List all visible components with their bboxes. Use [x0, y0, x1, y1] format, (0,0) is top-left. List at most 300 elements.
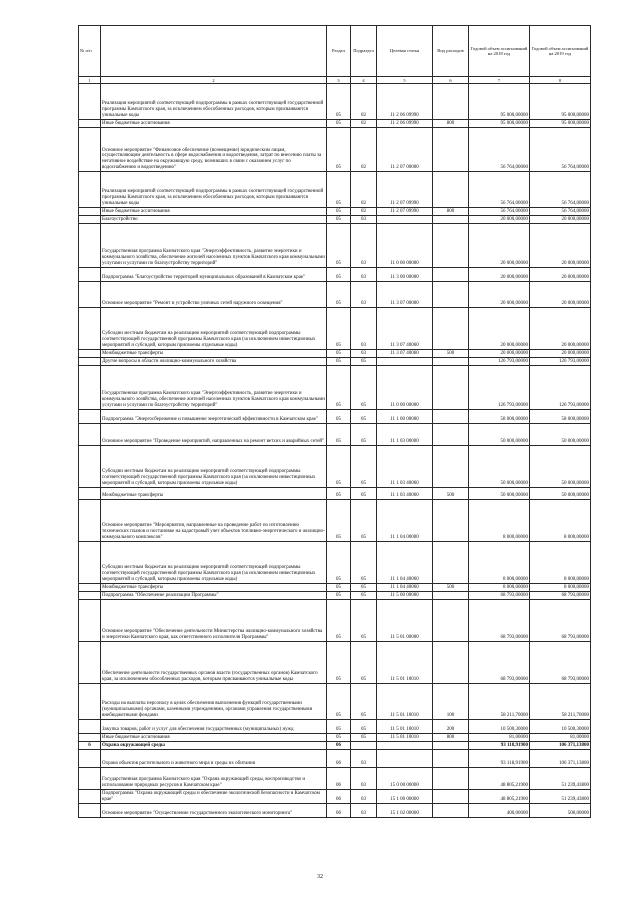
row-number	[79, 410, 101, 424]
row-razdel: 05	[327, 282, 351, 308]
row-number	[79, 720, 101, 734]
row-number	[79, 424, 101, 446]
row-amount-2018: 68 793,00000	[469, 642, 530, 684]
table-row	[79, 128, 591, 172]
row-amount-2018: 48 805,21900	[469, 768, 530, 790]
table-row	[79, 84, 591, 120]
header-target-article: Целевая статья	[377, 26, 433, 77]
row-amount-2018: 400,00000	[469, 804, 530, 818]
row-razdel: 06	[327, 750, 351, 768]
row-podrazdel: 05	[351, 358, 377, 366]
row-razdel: 05	[327, 128, 351, 172]
row-amount-2018: 81,00000	[469, 734, 530, 742]
row-amount-2018: 8 000,00000	[469, 500, 530, 542]
row-podrazdel: 05	[351, 642, 377, 684]
row-target-article: 11 3 07 40060	[377, 350, 433, 358]
row-amount-2018: 10 500,30000	[469, 720, 530, 734]
row-target-article: 11 1 04 40060	[377, 542, 433, 584]
page-number: 32	[317, 874, 323, 880]
row-podrazdel: 05	[351, 446, 377, 488]
table-row	[79, 268, 591, 282]
row-expense-type	[433, 592, 469, 600]
row-amount-2018: 8 000,00000	[469, 542, 530, 584]
column-number: 4	[351, 77, 377, 84]
row-amount-2018: 58 211,70000	[469, 684, 530, 720]
row-number	[79, 446, 101, 488]
row-name: Охрана объектов растительного и животного мира и среды их обитания	[101, 750, 327, 768]
row-amount-2018: 20 000,00000	[469, 282, 530, 308]
row-expense-type	[433, 282, 469, 308]
budget-sheet	[78, 25, 591, 818]
row-razdel: 05	[327, 366, 351, 410]
row-podrazdel: 02	[351, 172, 377, 208]
row-target-article: 11 5 01 10010	[377, 642, 433, 684]
row-amount-2018: 68 793,00000	[469, 600, 530, 642]
row-amount-2019: 58 000,00000	[530, 410, 591, 424]
row-podrazdel: 03	[351, 268, 377, 282]
row-razdel: 05	[327, 208, 351, 216]
row-amount-2019: 20 000,00000	[530, 350, 591, 358]
row-podrazdel	[351, 742, 377, 750]
row-amount-2019: 56 764,00000	[530, 208, 591, 216]
row-podrazdel: 03	[351, 308, 377, 350]
row-amount-2019: 20 000,00000	[530, 216, 591, 224]
row-number	[79, 128, 101, 172]
row-razdel: 06	[327, 768, 351, 790]
row-target-article: 11 3 00 00000	[377, 268, 433, 282]
row-podrazdel: 05	[351, 592, 377, 600]
table-row	[79, 768, 591, 790]
column-number: 2	[101, 77, 327, 84]
row-name: Основное мероприятие "Проведение мероприятий, направленных на ремонт ветхих и аварийных сетей"	[101, 424, 327, 446]
table-row	[79, 366, 591, 410]
column-number: 6	[433, 77, 469, 84]
row-name: Государственная программа Камчатского края "Энергоэффективность, развитие энергетики и коммунального хозяйства, обеспечение жителей населенных пунктов Камчатского края коммунальными услугами и услугами по благоустройству территорий"	[101, 224, 327, 268]
row-amount-2019: 58 211,70000	[530, 684, 591, 720]
row-podrazdel: 02	[351, 208, 377, 216]
row-name: Субсидии местным бюджетам на реализацию мероприятий соответствующей подпрограммы соответствующей государственной программы Камчатского края (за исключением инвестиционных мероприятий и субсидий, которым присвоены отдельные коды)	[101, 542, 327, 584]
row-amount-2019: 126 793,00000	[530, 366, 591, 410]
row-expense-type: 100	[433, 684, 469, 720]
row-podrazdel: 05	[351, 734, 377, 742]
row-target-article	[377, 750, 433, 768]
row-podrazdel: 03	[351, 350, 377, 358]
row-razdel: 05	[327, 488, 351, 500]
row-amount-2019: 106 371,13800	[530, 742, 591, 750]
row-amount-2019: 56 764,00000	[530, 172, 591, 208]
row-amount-2018: 95 000,00000	[469, 84, 530, 120]
row-podrazdel: 02	[351, 120, 377, 128]
row-razdel: 05	[327, 424, 351, 446]
column-number-row	[79, 77, 591, 84]
row-target-article: 11 2 07 09990	[377, 172, 433, 208]
table-row	[79, 350, 591, 358]
row-target-article	[377, 358, 433, 366]
row-amount-2018: 126 793,00000	[469, 366, 530, 410]
row-expense-type	[433, 410, 469, 424]
row-target-article: 11 3 07 40060	[377, 308, 433, 350]
row-amount-2018: 20 000,00000	[469, 224, 530, 268]
row-expense-type	[433, 790, 469, 804]
row-razdel: 05	[327, 642, 351, 684]
budget-table	[78, 25, 591, 818]
row-amount-2018: 58 000,00000	[469, 410, 530, 424]
column-number: 1	[79, 77, 101, 84]
table-row	[79, 208, 591, 216]
row-amount-2018: 20 000,00000	[469, 268, 530, 282]
row-amount-2019: 68 793,00000	[530, 592, 591, 600]
table-row	[79, 684, 591, 720]
row-podrazdel: 05	[351, 720, 377, 734]
row-number	[79, 120, 101, 128]
row-podrazdel: 05	[351, 500, 377, 542]
row-name: Охрана окружающей среды	[101, 742, 327, 750]
row-razdel: 05	[327, 216, 351, 224]
table-row	[79, 224, 591, 268]
row-target-article: 11 1 00 00000	[377, 410, 433, 424]
row-amount-2018: 48 805,21900	[469, 790, 530, 804]
row-amount-2018: 93 118,91900	[469, 742, 530, 750]
row-number	[79, 734, 101, 742]
row-amount-2018: 8 000,00000	[469, 584, 530, 592]
row-expense-type	[433, 424, 469, 446]
row-name: Благоустройство	[101, 216, 327, 224]
row-expense-type: 500	[433, 488, 469, 500]
row-name: Закупка товаров, работ и услуг для обеспечения государственных (муниципальных) нужд	[101, 720, 327, 734]
row-target-article: 11 2 07 09990	[377, 208, 433, 216]
row-amount-2018: 93 118,91900	[469, 750, 530, 768]
row-amount-2019: 20 000,00000	[530, 224, 591, 268]
row-target-article: 11 1 04 40060	[377, 584, 433, 592]
row-razdel: 06	[327, 804, 351, 818]
row-number	[79, 500, 101, 542]
row-name: Реализация мероприятий соответствующей подпрограммы в рамках соответствующей государственной программы Камчатского края, за исключением обособленных расходов, которым присваиваются уникальные коды	[101, 172, 327, 208]
table-row	[79, 642, 591, 684]
column-number: 3	[327, 77, 351, 84]
table-row	[79, 584, 591, 592]
row-razdel: 05	[327, 350, 351, 358]
row-name: Иные бюджетные ассигнования	[101, 208, 327, 216]
row-name: Иные бюджетные ассигнования	[101, 734, 327, 742]
row-expense-type	[433, 216, 469, 224]
row-target-article: 11 5 00 00000	[377, 592, 433, 600]
row-amount-2019: 50 000,00000	[530, 446, 591, 488]
row-amount-2018: 68 793,00000	[469, 592, 530, 600]
row-razdel: 05	[327, 308, 351, 350]
row-target-article: 11 2 06 09990	[377, 120, 433, 128]
row-razdel: 05	[327, 224, 351, 268]
row-expense-type: 800	[433, 208, 469, 216]
table-row	[79, 120, 591, 128]
row-podrazdel: 05	[351, 542, 377, 584]
row-amount-2018: 56 764,00000	[469, 172, 530, 208]
row-amount-2019: 8 000,00000	[530, 584, 591, 592]
row-razdel: 05	[327, 120, 351, 128]
column-number: 5	[377, 77, 433, 84]
row-podrazdel: 02	[351, 84, 377, 120]
table-row	[79, 720, 591, 734]
table-row	[79, 600, 591, 642]
row-podrazdel: 05	[351, 584, 377, 592]
row-name: Субсидии местным бюджетам на реализацию мероприятий соответствующей подпрограммы соответствующей государственной программы Камчатского края (за исключением инвестиционных мероприятий и субсидий, которым присвоены отдельные коды)	[101, 446, 327, 488]
row-amount-2019: 20 000,00000	[530, 282, 591, 308]
table-row	[79, 282, 591, 308]
row-razdel: 05	[327, 720, 351, 734]
row-expense-type	[433, 742, 469, 750]
row-amount-2019: 50 000,00000	[530, 424, 591, 446]
row-podrazdel: 05	[351, 424, 377, 446]
row-razdel: 05	[327, 684, 351, 720]
row-target-article: 11 3 07 00000	[377, 282, 433, 308]
row-target-article: 11 0 00 00000	[377, 366, 433, 410]
row-number	[79, 584, 101, 592]
table-row	[79, 542, 591, 584]
row-target-article: 11 2 06 09990	[377, 84, 433, 120]
row-expense-type	[433, 268, 469, 282]
row-amount-2018: 20 000,00000	[469, 308, 530, 350]
row-amount-2019: 95 000,00000	[530, 84, 591, 120]
row-razdel: 05	[327, 446, 351, 488]
table-row	[79, 790, 591, 804]
row-name: Подпрограмма "Благоустройство территорий муниципальных образований в Камчатском крае"	[101, 268, 327, 282]
row-name: Подпрограмма "Энергосбережение и повышение энергетической эффективности в Камчатском крае"	[101, 410, 327, 424]
row-expense-type	[433, 542, 469, 584]
row-name: Государственная программа Камчатского края "Энергоэффективность, развитие энергетики и коммунального хозяйства, обеспечение жителей населенных пунктов Камчатского края коммунальными услугами и услугами по благоустройству территорий"	[101, 366, 327, 410]
table-row	[79, 358, 591, 366]
row-name: Иные бюджетные ассигнования	[101, 120, 327, 128]
row-expense-type	[433, 366, 469, 410]
column-number: 8	[530, 77, 591, 84]
row-target-article: 11 1 03 00000	[377, 424, 433, 446]
row-razdel: 05	[327, 172, 351, 208]
row-podrazdel: 05	[351, 366, 377, 410]
row-number	[79, 642, 101, 684]
row-podrazdel: 05	[351, 684, 377, 720]
table-row	[79, 424, 591, 446]
row-amount-2019: 56 764,00000	[530, 128, 591, 172]
row-expense-type	[433, 804, 469, 818]
row-name: Реализация мероприятий соответствующей подпрограммы в рамках соответствующей государственной программы Камчатского края, за исключением обособленных расходов, которым присваиваются уникальные коды	[101, 84, 327, 120]
row-podrazdel: 03	[351, 224, 377, 268]
row-podrazdel: 03	[351, 790, 377, 804]
row-amount-2019: 8 000,00000	[530, 500, 591, 542]
row-razdel: 06	[327, 790, 351, 804]
row-number	[79, 542, 101, 584]
row-expense-type	[433, 500, 469, 542]
row-expense-type	[433, 224, 469, 268]
table-row	[79, 216, 591, 224]
table-row	[79, 172, 591, 208]
row-amount-2019: 10 500,30000	[530, 720, 591, 734]
row-number	[79, 600, 101, 642]
row-number	[79, 350, 101, 358]
row-number	[79, 488, 101, 500]
row-name: Межбюджетные трансферты	[101, 584, 327, 592]
row-target-article: 11 5 01 10010	[377, 734, 433, 742]
table-row	[79, 742, 591, 750]
table-row	[79, 446, 591, 488]
row-razdel: 05	[327, 500, 351, 542]
header-year-2019: Годовой объем ассигнований на 2019 год	[530, 26, 591, 77]
row-amount-2019: 95 000,00000	[530, 120, 591, 128]
row-target-article: 11 1 04 00000	[377, 500, 433, 542]
row-number	[79, 366, 101, 410]
row-target-article: 11 0 00 00000	[377, 224, 433, 268]
row-name: Основное мероприятие "Ремонт и устройство уличных сетей наружного освещения"	[101, 282, 327, 308]
row-amount-2018: 20 000,00000	[469, 216, 530, 224]
row-number	[79, 84, 101, 120]
row-razdel: 06	[327, 742, 351, 750]
row-amount-2019: 51 239,43800	[530, 790, 591, 804]
row-expense-type	[433, 600, 469, 642]
row-expense-type: 200	[433, 720, 469, 734]
row-amount-2019: 106 371,13800	[530, 750, 591, 768]
row-name: Межбюджетные трансферты	[101, 488, 327, 500]
row-amount-2019: 500,00000	[530, 804, 591, 818]
row-expense-type	[433, 768, 469, 790]
row-expense-type: 800	[433, 734, 469, 742]
row-name: Основное мероприятие "Мероприятия, направленные на проведение работ по изготовлению технических планов и постановке на кадастровый учет объектов топливно-энергетического и жилищно-коммунального комплексов"	[101, 500, 327, 542]
row-number	[79, 216, 101, 224]
row-podrazdel: 03	[351, 750, 377, 768]
row-podrazdel: 03	[351, 768, 377, 790]
row-amount-2019: 51 239,43800	[530, 768, 591, 790]
row-number	[79, 768, 101, 790]
row-name: Другие вопросы в области жилищно-коммунального хозяйства	[101, 358, 327, 366]
row-expense-type	[433, 446, 469, 488]
row-amount-2018: 20 000,00000	[469, 350, 530, 358]
row-razdel: 05	[327, 734, 351, 742]
row-expense-type	[433, 642, 469, 684]
row-target-article: 11 5 01 00000	[377, 600, 433, 642]
row-number	[79, 790, 101, 804]
row-name: Субсидии местным бюджетам на реализацию мероприятий соответствующей подпрограммы соответствующей государственной программы Камчатского края (за исключением инвестиционных мероприятий и субсидий, которым присвоены отдельные коды)	[101, 308, 327, 350]
header-name	[101, 26, 327, 77]
row-amount-2019: 81,00000	[530, 734, 591, 742]
row-target-article: 11 5 01 10010	[377, 684, 433, 720]
row-target-article: 11 1 03 40060	[377, 446, 433, 488]
row-amount-2019: 8 000,00000	[530, 542, 591, 584]
row-amount-2018: 56 764,00000	[469, 208, 530, 216]
row-expense-type	[433, 750, 469, 768]
row-podrazdel: 05	[351, 600, 377, 642]
row-expense-type	[433, 308, 469, 350]
row-amount-2019: 68 793,00000	[530, 642, 591, 684]
column-number: 7	[469, 77, 530, 84]
row-razdel: 05	[327, 358, 351, 366]
table-row	[79, 592, 591, 600]
row-razdel: 05	[327, 84, 351, 120]
row-name: Подпрограмма "Охрана окружающей среды и обеспечение экологической безопасности в Камчатском крае"	[101, 790, 327, 804]
row-amount-2019: 20 000,00000	[530, 308, 591, 350]
row-number	[79, 684, 101, 720]
row-number: 6	[79, 742, 101, 750]
row-amount-2018: 95 000,00000	[469, 120, 530, 128]
row-target-article: 11 2 07 00000	[377, 128, 433, 172]
row-target-article	[377, 742, 433, 750]
row-razdel: 05	[327, 600, 351, 642]
row-target-article: 15 1 00 00000	[377, 790, 433, 804]
row-podrazdel: 03	[351, 804, 377, 818]
row-expense-type	[433, 84, 469, 120]
row-name: Основное мероприятие "Финансовое обеспечение (возмещение) юридическим лицам, осуществляющим деятельность в сфере водоснабжения и водоотведения, затрат по внесению платы за негативное воздействие на окружающую среду, возникших в связи с оказанием услуг по водоснабжению и водоотведению"	[101, 128, 327, 172]
row-amount-2018: 126 793,00000	[469, 358, 530, 366]
row-amount-2018: 50 000,00000	[469, 488, 530, 500]
row-target-article: 11 1 03 40060	[377, 488, 433, 500]
row-expense-type	[433, 172, 469, 208]
table-row	[79, 410, 591, 424]
row-amount-2019: 126 793,00000	[530, 358, 591, 366]
row-amount-2018: 56 764,00000	[469, 128, 530, 172]
row-razdel: 05	[327, 592, 351, 600]
row-expense-type: 500	[433, 584, 469, 592]
row-razdel: 05	[327, 268, 351, 282]
row-name: Подпрограмма "Обеспечение реализации Программы"	[101, 592, 327, 600]
row-number	[79, 208, 101, 216]
table-row	[79, 750, 591, 768]
row-razdel: 05	[327, 542, 351, 584]
row-target-article: 15 1 02 00000	[377, 804, 433, 818]
row-number	[79, 172, 101, 208]
header-year-2018: Годовой объем ассигнований на 2018 год	[469, 26, 530, 77]
row-number	[79, 750, 101, 768]
row-podrazdel: 05	[351, 488, 377, 500]
table-row	[79, 804, 591, 818]
row-target-article	[377, 216, 433, 224]
row-number	[79, 804, 101, 818]
row-name: Государственная программа Камчатского края "Охрана окружающей среды, воспроизводство и использование природных ресурсов в Камчатском крае"	[101, 768, 327, 790]
table-row	[79, 500, 591, 542]
row-target-article: 15 0 00 00000	[377, 768, 433, 790]
row-name: Обеспечение деятельности государственных органов власти (государственных органов) Камчатского края, за исключением обособленных расходов, которым присваиваются уникальные коды	[101, 642, 327, 684]
row-amount-2019: 20 000,00000	[530, 268, 591, 282]
row-expense-type	[433, 358, 469, 366]
row-number	[79, 224, 101, 268]
row-razdel: 05	[327, 410, 351, 424]
row-name: Расходы на выплаты персоналу в целях обеспечения выполнения функций государственными (муниципальными) органами, казенными учреждениями, органами управления государственными внебюджетными фондами	[101, 684, 327, 720]
row-expense-type: 500	[433, 350, 469, 358]
row-expense-type	[433, 128, 469, 172]
header-razdel: Раздел	[327, 26, 351, 77]
table-body	[79, 26, 591, 818]
row-podrazdel: 03	[351, 282, 377, 308]
header-row	[79, 26, 591, 77]
table-row	[79, 308, 591, 350]
row-amount-2018: 50 000,00000	[469, 446, 530, 488]
row-podrazdel: 02	[351, 128, 377, 172]
header-expense-type: Вид расходов	[433, 26, 469, 77]
row-podrazdel: 05	[351, 410, 377, 424]
row-number	[79, 358, 101, 366]
row-number	[79, 308, 101, 350]
row-podrazdel: 03	[351, 216, 377, 224]
row-number	[79, 268, 101, 282]
header-podrazdel: Подраздел	[351, 26, 377, 77]
header-n: № п/п	[79, 26, 101, 77]
row-target-article: 11 5 01 10010	[377, 720, 433, 734]
row-name: Межбюджетные трансферты	[101, 350, 327, 358]
row-number	[79, 282, 101, 308]
row-name: Основное мероприятие "Обеспечение деятельности Министерства жилищно-коммунального хозяйства и энергетики Камчатского края, как ответственного исполнителя Программы"	[101, 600, 327, 642]
row-number	[79, 592, 101, 600]
row-expense-type: 800	[433, 120, 469, 128]
row-name: Основное мероприятие "Осуществление государственного экологического мониторинга"	[101, 804, 327, 818]
table-row	[79, 488, 591, 500]
row-amount-2019: 50 000,00000	[530, 488, 591, 500]
table-row	[79, 734, 591, 742]
row-amount-2019: 68 793,00000	[530, 600, 591, 642]
row-amount-2018: 50 000,00000	[469, 424, 530, 446]
